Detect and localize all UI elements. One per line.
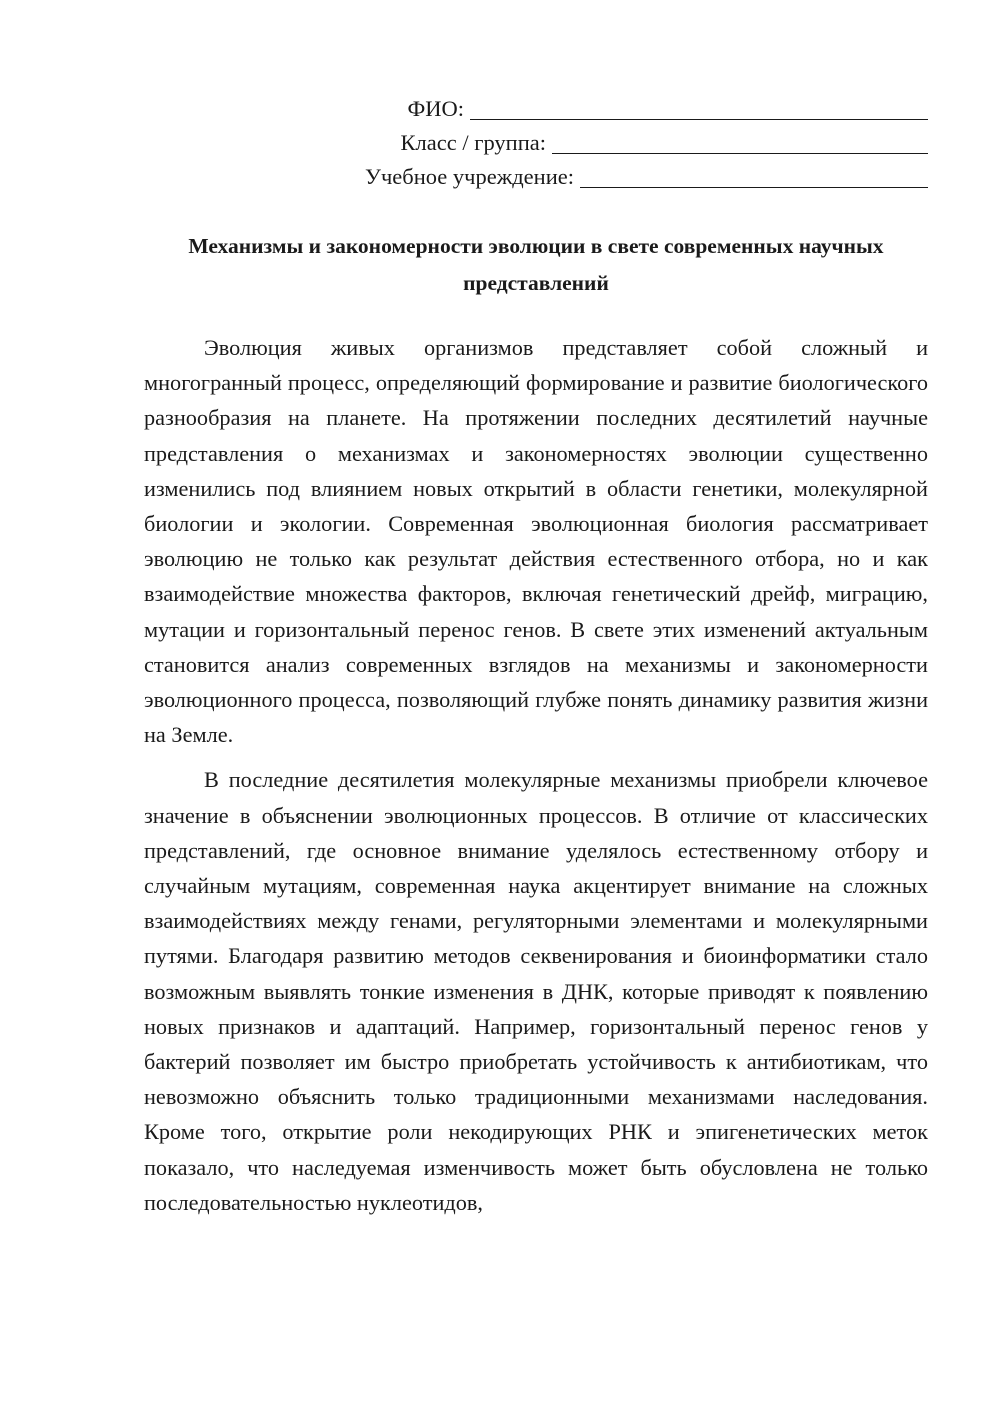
class-field-row [360, 126, 928, 160]
class-blank-line[interactable] [552, 127, 928, 154]
document-body [144, 330, 928, 1230]
document-title: Механизмы и закономерности эволюции в свете современных научных представлений [188, 234, 884, 295]
paragraph-1: Эволюция живых организмов представляет собой сложный и многогранный процесс, определяющий формирование и развитие биологического разнообразия на планете. На протяжении последних десятилетий научные представления о механизмах и закономерностях эволюции существенно изменились под влиянием новых открытий в области генетики, молекулярной биологии и экологии. Современная эволюционная биология рассматривает эволюцию не только как результат действия естественного отбора, но и как взаимодействие множества факторов, включая генетический дрейф, миграцию, мутации и горизонтальный перенос генов. В свете этих изменений актуальным становится анализ современных взглядов на механизмы и закономерности эволюционного процесса, позволяющий глубже понять динамику развития жизни на Земле. [144, 335, 928, 748]
school-blank-line[interactable] [580, 161, 928, 188]
class-label: Класс / группа: [400, 130, 546, 155]
fio-field-row [360, 92, 928, 126]
fio-label: ФИО: [407, 96, 464, 121]
student-info-fields [360, 92, 928, 194]
school-field-row [360, 160, 928, 194]
school-label: Учебное учреждение: [365, 164, 574, 189]
fio-blank-line[interactable] [470, 93, 928, 120]
paragraph-2: В последние десятилетия молекулярные механизмы приобрели ключевое значение в объяснении эволюционных процессов. В отличие от классических представлений, где основное внимание уделялось естественному отбору и случайным мутациям, современная наука акцентирует внимание на сложных взаимодействиях между генами, регуляторными элементами и молекулярными путями. Благодаря развитию методов секвенирования и биоинформатики стало возможным выявлять тонкие изменения в ДНК, которые приводят к появлению новых признаков и адаптаций. Например, горизонтальный перенос генов у бактерий позволяет им быстро приобретать устойчивость к антибиотикам, что невозможно объяснить только традиционными механизмами наследования. Кроме того, открытие роли некодирующих РНК и эпигенетических меток показало, что наследуемая изменчивость может быть обусловлена не только последовательностью нуклеотидов, [144, 767, 928, 1215]
